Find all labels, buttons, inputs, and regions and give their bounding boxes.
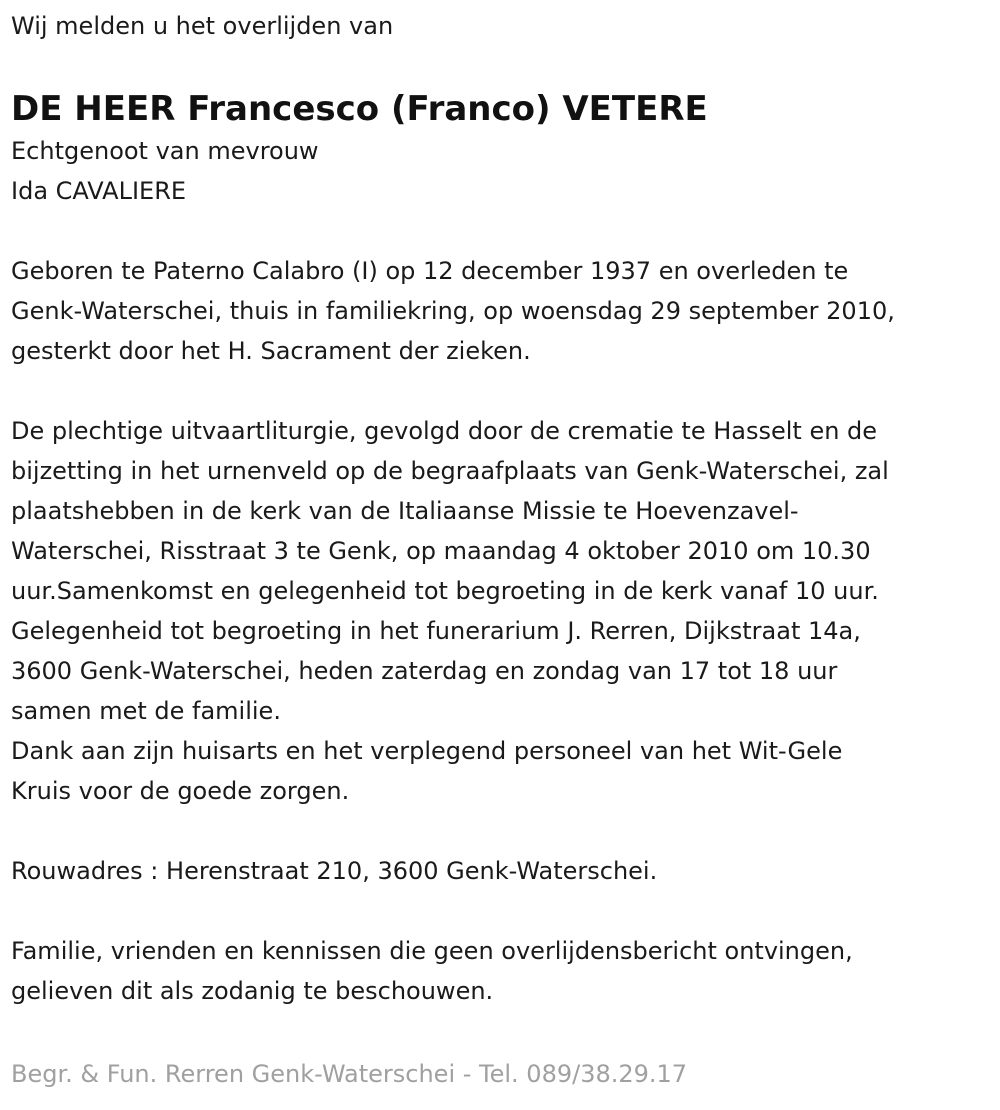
paragraph-line: De plechtige uitvaartliturgie, gevolgd door de crematie te Hasselt en de [11,417,878,445]
paragraph-line: Kruis voor de goede zorgen. [11,777,350,805]
spouse-block [11,131,1000,211]
paragraph-line: 3600 Genk-Waterschei, heden zaterdag en zondag van 17 tot 18 uur [11,657,838,685]
birth-death-paragraph [11,251,1000,371]
paragraph-line: Genk-Waterschei, thuis in familiekring, op woensdag 29 september 2010, [11,297,895,325]
paragraph-line: samen met de familie. [11,697,281,725]
paragraph-line: uur.Samenkomst en gelegenheid tot begroeting in de kerk vanaf 10 uur. [11,577,879,605]
paragraph-line: gelieven dit als zodanig te beschouwen. [11,977,494,1005]
spouse-line: Echtgenoot van mevrouw [11,137,319,165]
paragraph-line: Gelegenheid tot begroeting in het funerarium J. Rerren, Dijkstraat 14a, [11,617,861,645]
paragraph-line: Geboren te Paterno Calabro (I) op 12 december 1937 en overleden te [11,257,849,285]
funeral-home-footer: Begr. & Fun. Rerren Genk-Waterschei - Tel. 089/38.29.17 [11,1060,688,1088]
address-paragraph [11,851,1000,891]
paragraph-line: bijzetting in het urnenveld op de begraafplaats van Genk-Waterschei, zal [11,457,889,485]
notice-paragraph [11,931,1000,1011]
intro-text: Wij melden u het overlijden van [11,12,394,40]
paragraph-line: gesterkt door het H. Sacrament der zieken. [11,337,531,365]
deceased-name: DE HEER Francesco (Franco) VETERE [11,89,708,129]
funeral-paragraph [11,411,1000,811]
paragraph-line: plaatshebben in de kerk van de Italiaanse Missie te Hoevenzavel- [11,497,799,525]
paragraph-line: Waterschei, Risstraat 3 te Genk, op maandag 4 oktober 2010 om 10.30 [11,537,871,565]
mourning-address: Rouwadres : Herenstraat 210, 3600 Genk-Waterschei. [11,857,658,885]
spouse-name: Ida CAVALIERE [11,177,187,205]
paragraph-line: Familie, vrienden en kennissen die geen overlijdensbericht ontvingen, [11,937,853,965]
paragraph-line: Dank aan zijn huisarts en het verplegend personeel van het Wit-Gele [11,737,843,765]
